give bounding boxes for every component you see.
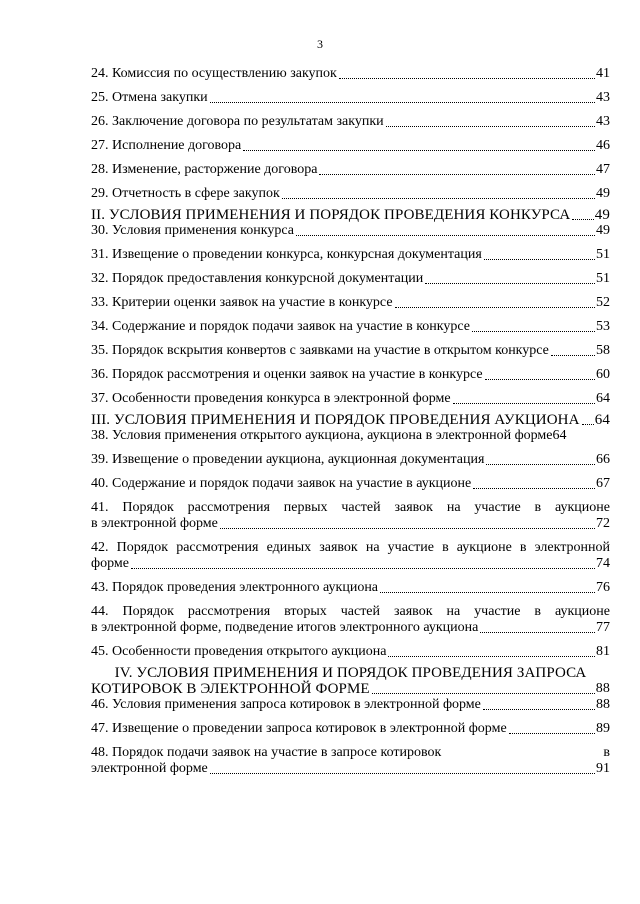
toc-entry-page: 49 (596, 223, 610, 238)
toc-entry-title: 24. Комиссия по осуществлению закупок (91, 66, 337, 81)
toc-entry-page: 64 (596, 391, 610, 406)
toc-entry-title: 33. Критерии оценки заявок на участие в конкурсе (91, 295, 393, 310)
toc-entry-page: 47 (596, 162, 610, 177)
toc-entry-title-line1-end: в (603, 745, 610, 760)
dot-leader (210, 101, 595, 103)
toc-entry-title: III. УСЛОВИЯ ПРИМЕНЕНИЯ И ПОРЯДОК ПРОВЕДЕНИЯ АУКЦИОНА (91, 412, 580, 428)
toc-entry-page: 49 (594, 207, 610, 223)
toc-entry[interactable] (91, 247, 610, 263)
toc-entry[interactable] (91, 138, 610, 154)
dot-leader (395, 306, 595, 308)
dot-leader (453, 402, 595, 404)
toc-entry[interactable] (91, 721, 610, 737)
dot-leader (509, 732, 595, 734)
toc-entry-page: 77 (596, 620, 610, 635)
dot-leader (425, 282, 595, 284)
toc-entry-title-line2: форме (91, 556, 129, 571)
toc-entry-page: 60 (596, 367, 610, 382)
dot-leader (483, 708, 595, 710)
toc-entry-title: II. УСЛОВИЯ ПРИМЕНЕНИЯ И ПОРЯДОК ПРОВЕДЕНИЯ КОНКУРСА (91, 207, 571, 223)
toc-entry-title: 39. Извещение о проведении аукциона, аукционная документация (91, 452, 485, 467)
toc-entry-page: 51 (596, 271, 610, 286)
toc-entry-page: 91 (596, 761, 610, 776)
toc-entry-title: 46. Условия применения запроса котировок в электронной форме (91, 697, 481, 712)
toc-entry-page: 46 (596, 138, 610, 153)
toc-entry-title-line1: 42. Порядок рассмотрения единых заявок на участие в аукционе в электронной (91, 540, 610, 555)
toc-entry[interactable] (91, 319, 610, 335)
toc-section-heading[interactable] (91, 665, 610, 697)
toc-entry[interactable] (91, 604, 610, 636)
dot-leader (551, 354, 595, 356)
toc-entry-page: 41 (596, 66, 610, 81)
toc-entry[interactable] (91, 271, 610, 287)
dot-leader (472, 330, 595, 332)
toc-entry[interactable] (91, 162, 610, 178)
toc-entry-title: 34. Содержание и порядок подачи заявок на участие в конкурсе (91, 319, 470, 334)
toc-entry-page: 52 (596, 295, 610, 310)
toc-entry-title: 29. Отчетность в сфере закупок (91, 186, 280, 201)
toc-entry[interactable] (91, 540, 610, 572)
toc-entry-title-line1: 44. Порядок рассмотрения вторых частей заявок на участие в аукционе (91, 604, 610, 619)
toc-entry[interactable] (91, 697, 610, 713)
toc-entry-title: 30. Условия применения конкурса (91, 223, 294, 238)
toc-entry-title: 25. Отмена закупки (91, 90, 208, 105)
toc-entry-title: 38. Условия применения открытого аукциона, аукциона в электронной форме (91, 428, 553, 443)
dot-leader (486, 463, 595, 465)
toc-entry[interactable] (91, 295, 610, 311)
toc-entry-title: 36. Порядок рассмотрения и оценки заявок на участие в конкурсе (91, 367, 483, 382)
dot-leader (319, 173, 595, 175)
toc-entry-title: 45. Особенности проведения открытого аукциона (91, 644, 387, 659)
toc-entry-title-line2: в электронной форме, подведение итогов электронного аукциона (91, 620, 479, 635)
dot-leader (282, 197, 595, 199)
toc-entry[interactable] (91, 66, 610, 82)
toc-entry-title: 43. Порядок проведения электронного аукциона (91, 580, 379, 595)
toc-entry[interactable] (91, 580, 610, 596)
toc-entry-page: 88 (596, 697, 610, 712)
toc-entry-title-line2: КОТИРОВОК В ЭЛЕКТРОННОЙ ФОРМЕ (91, 681, 370, 697)
toc-entry-page: 49 (596, 186, 610, 201)
table-of-contents (91, 66, 610, 777)
toc-entry-page: 53 (596, 319, 610, 334)
toc-entry-page: 66 (596, 452, 610, 467)
dot-leader (210, 772, 595, 774)
toc-entry-page: 43 (596, 90, 610, 105)
toc-entry-page: 51 (596, 247, 610, 262)
toc-entry-title: 26. Заключение договора по результатам закупки (91, 114, 384, 129)
toc-entry[interactable] (91, 367, 610, 383)
dot-leader (484, 258, 595, 260)
toc-entry[interactable] (91, 223, 610, 239)
toc-entry[interactable] (91, 114, 610, 130)
toc-section-heading[interactable] (91, 207, 610, 223)
toc-entry-page: 67 (596, 476, 610, 491)
toc-entry-page: 76 (596, 580, 610, 595)
toc-entry-title-line1: 48. Порядок подачи заявок на участие в запросе котировок (91, 745, 442, 760)
toc-entry-page: 72 (596, 516, 610, 531)
toc-section-heading[interactable] (91, 412, 610, 428)
toc-entry-title: 37. Особенности проведения конкурса в электронной форме (91, 391, 451, 406)
toc-entry-title-line2: электронной форме (91, 761, 208, 776)
dot-leader (485, 378, 595, 380)
toc-entry[interactable] (91, 745, 610, 777)
dot-leader (582, 423, 594, 425)
toc-entry-title: 31. Извещение о проведении конкурса, конкурсная документация (91, 247, 482, 262)
toc-entry[interactable] (91, 644, 610, 660)
toc-entry-title: 27. Исполнение договора (91, 138, 242, 153)
toc-entry-page: 64 (552, 428, 567, 443)
dot-leader (480, 631, 595, 633)
toc-entry[interactable] (91, 476, 610, 492)
toc-entry[interactable] (91, 452, 610, 468)
toc-entry-page: 88 (595, 681, 610, 696)
dot-leader (131, 567, 595, 569)
toc-entry-title-line1: IV. УСЛОВИЯ ПРИМЕНЕНИЯ И ПОРЯДОК ПРОВЕДЕНИЯ ЗАПРОСА (114, 665, 587, 681)
toc-entry-page: 74 (596, 556, 610, 571)
toc-entry[interactable] (91, 428, 610, 444)
toc-entry-title: 40. Содержание и порядок подачи заявок на участие в аукционе (91, 476, 472, 491)
dot-leader (243, 149, 595, 151)
dot-leader (296, 234, 595, 236)
toc-entry-page: 81 (596, 644, 610, 659)
toc-entry-title: 35. Порядок вскрытия конвертов с заявками на участие в открытом конкурсе (91, 343, 549, 358)
toc-entry-title-line2: в электронной форме (91, 516, 218, 531)
toc-entry-title: 32. Порядок предоставления конкурсной документации (91, 271, 424, 286)
toc-entry-page: 58 (596, 343, 610, 358)
page-number: 3 (317, 37, 323, 51)
toc-entry[interactable] (91, 500, 610, 532)
toc-entry-title: 47. Извещение о проведении запроса котировок в электронной форме (91, 721, 507, 736)
toc-entry-title: 28. Изменение, расторжение договора (91, 162, 318, 177)
dot-leader (339, 77, 595, 79)
toc-entry-page: 64 (594, 412, 610, 428)
toc-entry[interactable] (91, 343, 610, 359)
toc-entry-title-line1: 41. Порядок рассмотрения первых частей заявок на участие в аукционе (91, 500, 610, 515)
dot-leader (372, 692, 595, 694)
toc-entry[interactable] (91, 186, 610, 202)
toc-entry-page: 43 (596, 114, 610, 129)
dot-leader (220, 527, 595, 529)
toc-entry[interactable] (91, 391, 610, 407)
toc-entry[interactable] (91, 90, 610, 106)
dot-leader (388, 655, 595, 657)
dot-leader (572, 218, 593, 220)
toc-entry-page: 89 (596, 721, 610, 736)
dot-leader (473, 487, 595, 489)
dot-leader (386, 125, 595, 127)
dot-leader (380, 591, 595, 593)
